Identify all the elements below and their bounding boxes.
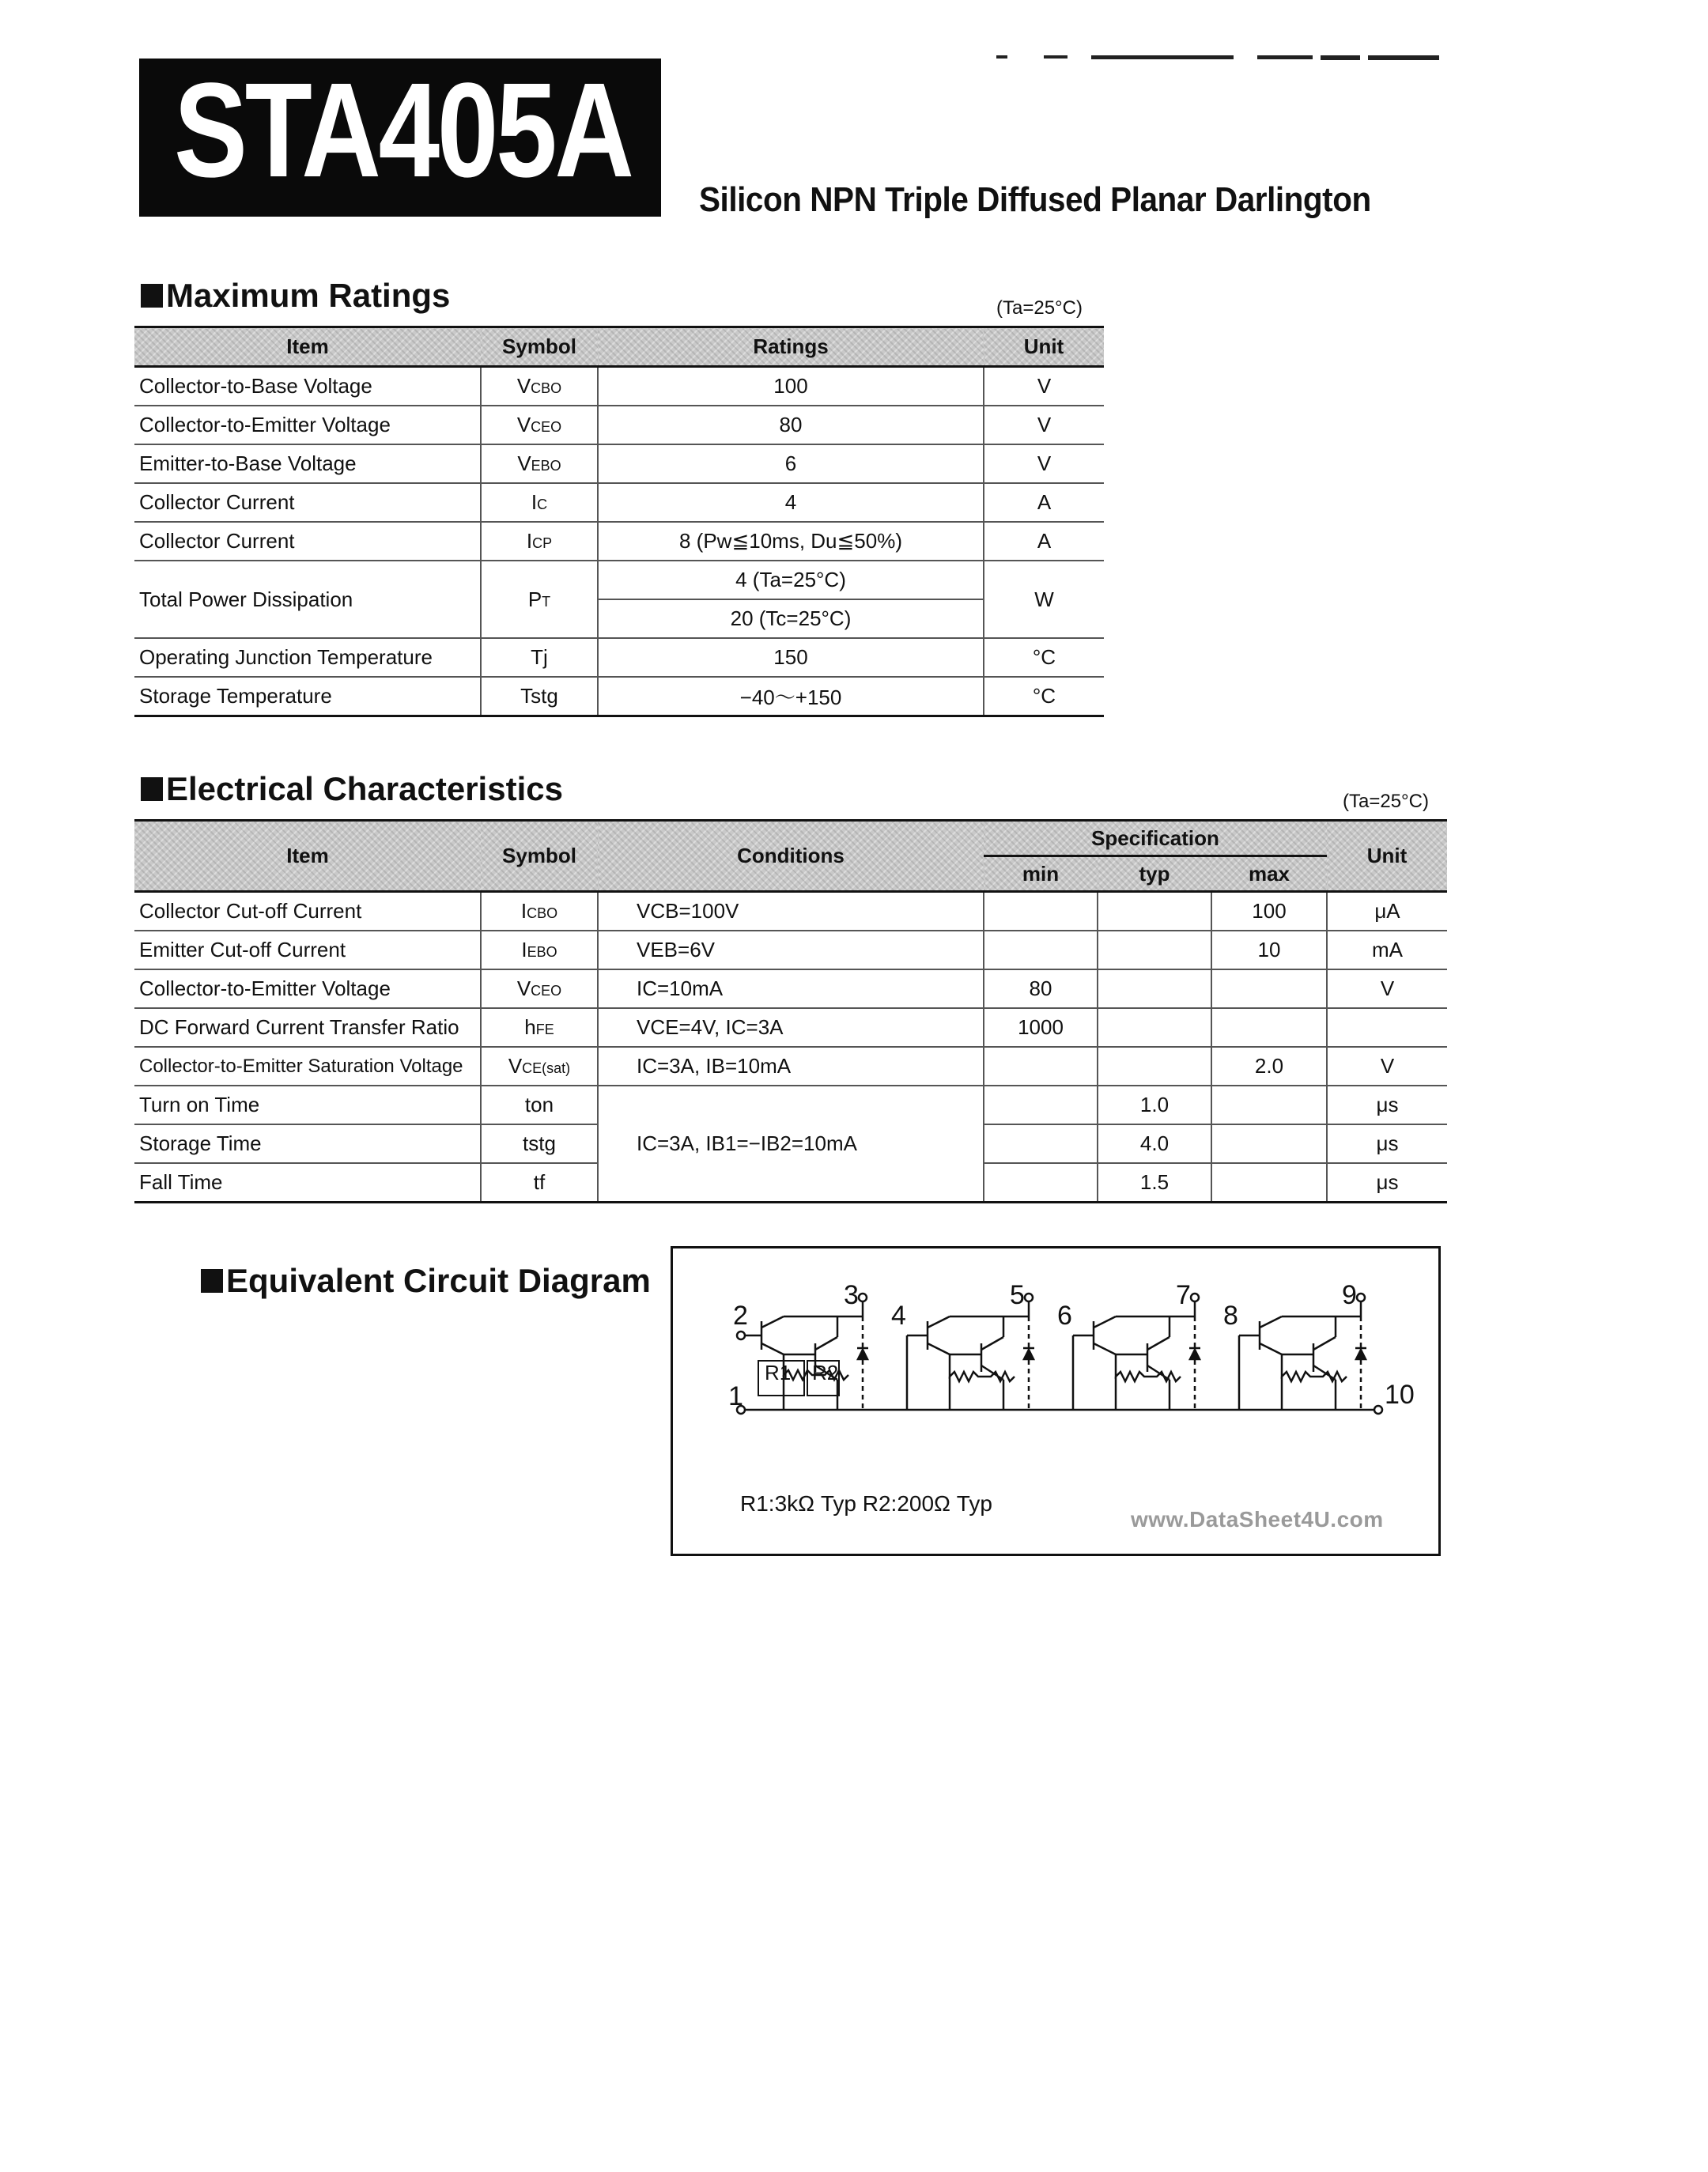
typ-cell — [1098, 1008, 1211, 1047]
symbol-cell — [481, 444, 598, 483]
elec-condition: (Ta=25°C) — [1343, 791, 1429, 812]
col-ratings: Ratings — [598, 327, 984, 367]
symbol-cell — [481, 522, 598, 561]
symbol-cell: Tstg — [481, 677, 598, 716]
symbol-text: V — [508, 1054, 523, 1078]
table-row — [134, 969, 1447, 1008]
symbol-cell: ton — [481, 1086, 598, 1124]
max-cell — [1211, 969, 1327, 1008]
symbol-sub: CBO — [531, 380, 562, 396]
item-cell: Emitter-to-Base Voltage — [134, 444, 481, 483]
unit-cell: V — [984, 406, 1104, 444]
condition-cell: IC=10mA — [598, 969, 984, 1008]
unit-cell: °C — [984, 677, 1104, 716]
min-cell: 80 — [984, 969, 1098, 1008]
item-cell: Collector-to-Emitter Voltage — [134, 969, 481, 1008]
circuit-legend: R1:3kΩ Typ R2:200Ω Typ — [740, 1491, 992, 1516]
elec-header-row — [134, 821, 1447, 856]
symbol-cell — [481, 931, 598, 969]
min-cell: 1000 — [984, 1008, 1098, 1047]
col-symbol: Symbol — [481, 327, 598, 367]
min-cell — [984, 892, 1098, 931]
condition-cell: VCE=4V, IC=3A — [598, 1008, 984, 1047]
unit-cell: μA — [1327, 892, 1447, 931]
max-cell — [1211, 1163, 1327, 1203]
pin-label: 2 — [733, 1301, 748, 1331]
unit-cell: μs — [1327, 1163, 1447, 1203]
table-row — [134, 483, 1104, 522]
pin-label: 7 — [1176, 1280, 1191, 1310]
unit-cell: μs — [1327, 1086, 1447, 1124]
table-row — [134, 367, 1104, 406]
symbol-sub: C — [537, 497, 548, 512]
symbol-text: I — [520, 899, 527, 923]
max-ratings-condition: (Ta=25°C) — [996, 297, 1083, 319]
pin-label: 10 — [1385, 1380, 1415, 1410]
typ-cell — [1098, 1047, 1211, 1086]
condition-cell: IC=3A, IB=10mA — [598, 1047, 984, 1086]
unit-cell: mA — [1327, 931, 1447, 969]
col-specification: Specification — [984, 821, 1327, 856]
col-max: max — [1211, 856, 1327, 892]
darlington-stage-4 — [1223, 1280, 1366, 1410]
watermark-link[interactable]: www.DataSheet4U.com — [1131, 1507, 1384, 1532]
typ-cell — [1098, 969, 1211, 1008]
symbol-cell — [481, 892, 598, 931]
typ-cell — [1098, 931, 1211, 969]
condition-cell: VEB=6V — [598, 931, 984, 969]
unit-cell: A — [984, 483, 1104, 522]
max-cell — [1211, 1008, 1327, 1047]
rating-cell: −40〜+150 — [598, 677, 984, 716]
darlington-stage-3 — [1057, 1280, 1200, 1410]
table-row — [134, 522, 1104, 561]
col-unit: Unit — [984, 327, 1104, 367]
max-ratings-title: Maximum Ratings — [166, 277, 451, 314]
symbol-text: I — [531, 490, 538, 514]
symbol-sub: CEO — [531, 419, 562, 435]
pin-label: 8 — [1223, 1301, 1238, 1331]
header-scan-marks — [996, 49, 1439, 66]
symbol-sub: T — [542, 593, 551, 610]
typ-cell: 1.5 — [1098, 1163, 1211, 1203]
table-row — [134, 677, 1104, 716]
r1-label: R1 — [765, 1361, 792, 1384]
symbol-cell — [481, 367, 598, 406]
rating-cell: 100 — [598, 367, 984, 406]
typ-cell: 1.0 — [1098, 1086, 1211, 1124]
circuit-heading — [201, 1262, 651, 1300]
condition-cell: VCB=100V — [598, 892, 984, 931]
pin-label: 5 — [1010, 1280, 1025, 1310]
typ-cell — [1098, 892, 1211, 931]
table-row — [134, 561, 1104, 599]
min-cell — [984, 1124, 1098, 1163]
col-conditions: Conditions — [598, 821, 984, 892]
max-cell: 10 — [1211, 931, 1327, 969]
table-row — [134, 1008, 1447, 1047]
rating-cell: 4 (Ta=25°C) — [598, 561, 984, 599]
pin-terminal — [1374, 1406, 1382, 1414]
pin-label: 9 — [1342, 1280, 1357, 1310]
unit-cell: °C — [984, 638, 1104, 677]
section-bullet-icon — [141, 284, 163, 308]
pin-label: 3 — [844, 1280, 859, 1310]
r2-label: R2 — [812, 1361, 839, 1384]
item-cell: Collector Cut-off Current — [134, 892, 481, 931]
min-cell — [984, 931, 1098, 969]
table-row — [134, 892, 1447, 931]
symbol-text: h — [524, 1015, 536, 1039]
symbol-cell — [481, 483, 598, 522]
darlington-stage-2 — [891, 1280, 1034, 1410]
symbol-cell — [481, 1008, 598, 1047]
symbol-sub: CE(sat) — [522, 1060, 571, 1076]
symbol-sub: EBO — [527, 944, 557, 960]
item-cell: Collector Current — [134, 483, 481, 522]
max-ratings-header-row — [134, 327, 1104, 367]
symbol-cell — [481, 1047, 598, 1086]
elec-table — [134, 819, 1447, 1203]
rating-cell: 20 (Tc=25°C) — [598, 599, 984, 638]
min-cell — [984, 1047, 1098, 1086]
rating-cell: 8 (Pw≦10ms, Du≦50%) — [598, 522, 984, 561]
item-cell: Collector-to-Base Voltage — [134, 367, 481, 406]
item-cell: Total Power Dissipation — [134, 561, 481, 638]
symbol-sub: CBO — [527, 905, 558, 921]
symbol-cell — [481, 969, 598, 1008]
table-row — [134, 638, 1104, 677]
table-row — [134, 444, 1104, 483]
rating-cell: 150 — [598, 638, 984, 677]
max-ratings-table — [134, 326, 1104, 717]
section-bullet-icon — [141, 777, 163, 801]
min-cell — [984, 1086, 1098, 1124]
symbol-text: V — [517, 451, 531, 475]
rating-cell: 80 — [598, 406, 984, 444]
part-number-title: STA405A — [174, 55, 632, 206]
col-symbol: Symbol — [481, 821, 598, 892]
symbol-sub: EBO — [531, 458, 561, 474]
symbol-text: P — [527, 587, 542, 611]
subtitle: Silicon NPN Triple Diffused Planar Darlington — [699, 180, 1371, 219]
symbol-cell: tf — [481, 1163, 598, 1203]
symbol-sub: CP — [532, 535, 553, 551]
col-unit: Unit — [1327, 821, 1447, 892]
pin-label: 4 — [891, 1301, 906, 1331]
unit-cell: V — [984, 367, 1104, 406]
unit-cell: A — [984, 522, 1104, 561]
circuit-title: Equivalent Circuit Diagram — [226, 1262, 651, 1299]
max-ratings-heading — [141, 277, 450, 315]
col-typ: typ — [1098, 856, 1211, 892]
symbol-cell: tstg — [481, 1124, 598, 1163]
pin-label: 6 — [1057, 1301, 1072, 1331]
min-cell — [984, 1163, 1098, 1203]
item-cell: Turn on Time — [134, 1086, 481, 1124]
table-row — [134, 1086, 1447, 1124]
item-cell: Collector Current — [134, 522, 481, 561]
unit-cell: W — [984, 561, 1104, 638]
unit-cell: V — [1327, 969, 1447, 1008]
item-cell: Collector-to-Emitter Saturation Voltage — [134, 1047, 481, 1086]
condition-cell: IC=3A, IB1=−IB2=10mA — [598, 1086, 984, 1203]
elec-heading — [141, 770, 563, 808]
symbol-text: V — [516, 374, 531, 398]
item-cell: Operating Junction Temperature — [134, 638, 481, 677]
max-cell: 2.0 — [1211, 1047, 1327, 1086]
unit-cell: V — [984, 444, 1104, 483]
item-cell: Storage Time — [134, 1124, 481, 1163]
symbol-sub: CEO — [531, 983, 562, 999]
rating-cell: 6 — [598, 444, 984, 483]
col-item: Item — [134, 327, 481, 367]
typ-cell: 4.0 — [1098, 1124, 1211, 1163]
max-cell: 100 — [1211, 892, 1327, 931]
darlington-stage-1 — [733, 1280, 868, 1410]
item-cell: Collector-to-Emitter Voltage — [134, 406, 481, 444]
elec-title: Electrical Characteristics — [166, 770, 563, 807]
symbol-cell — [481, 406, 598, 444]
symbol-cell: Tj — [481, 638, 598, 677]
table-row — [134, 931, 1447, 969]
unit-cell: μs — [1327, 1124, 1447, 1163]
symbol-sub: FE — [535, 1022, 554, 1037]
table-row — [134, 1047, 1447, 1086]
symbol-cell — [481, 561, 598, 638]
item-cell: Emitter Cut-off Current — [134, 931, 481, 969]
section-bullet-icon — [201, 1269, 223, 1293]
rating-cell: 4 — [598, 483, 984, 522]
pin-label: 1 — [728, 1381, 743, 1411]
symbol-text: V — [516, 976, 531, 1000]
item-cell: Fall Time — [134, 1163, 481, 1203]
col-min: min — [984, 856, 1098, 892]
max-cell — [1211, 1124, 1327, 1163]
item-cell: Storage Temperature — [134, 677, 481, 716]
unit-cell — [1327, 1008, 1447, 1047]
symbol-text: V — [516, 413, 531, 436]
symbol-text: I — [521, 938, 527, 961]
table-row — [134, 406, 1104, 444]
max-cell — [1211, 1086, 1327, 1124]
item-cell: DC Forward Current Transfer Ratio — [134, 1008, 481, 1047]
symbol-text: I — [526, 529, 533, 553]
col-item: Item — [134, 821, 481, 892]
unit-cell: V — [1327, 1047, 1447, 1086]
